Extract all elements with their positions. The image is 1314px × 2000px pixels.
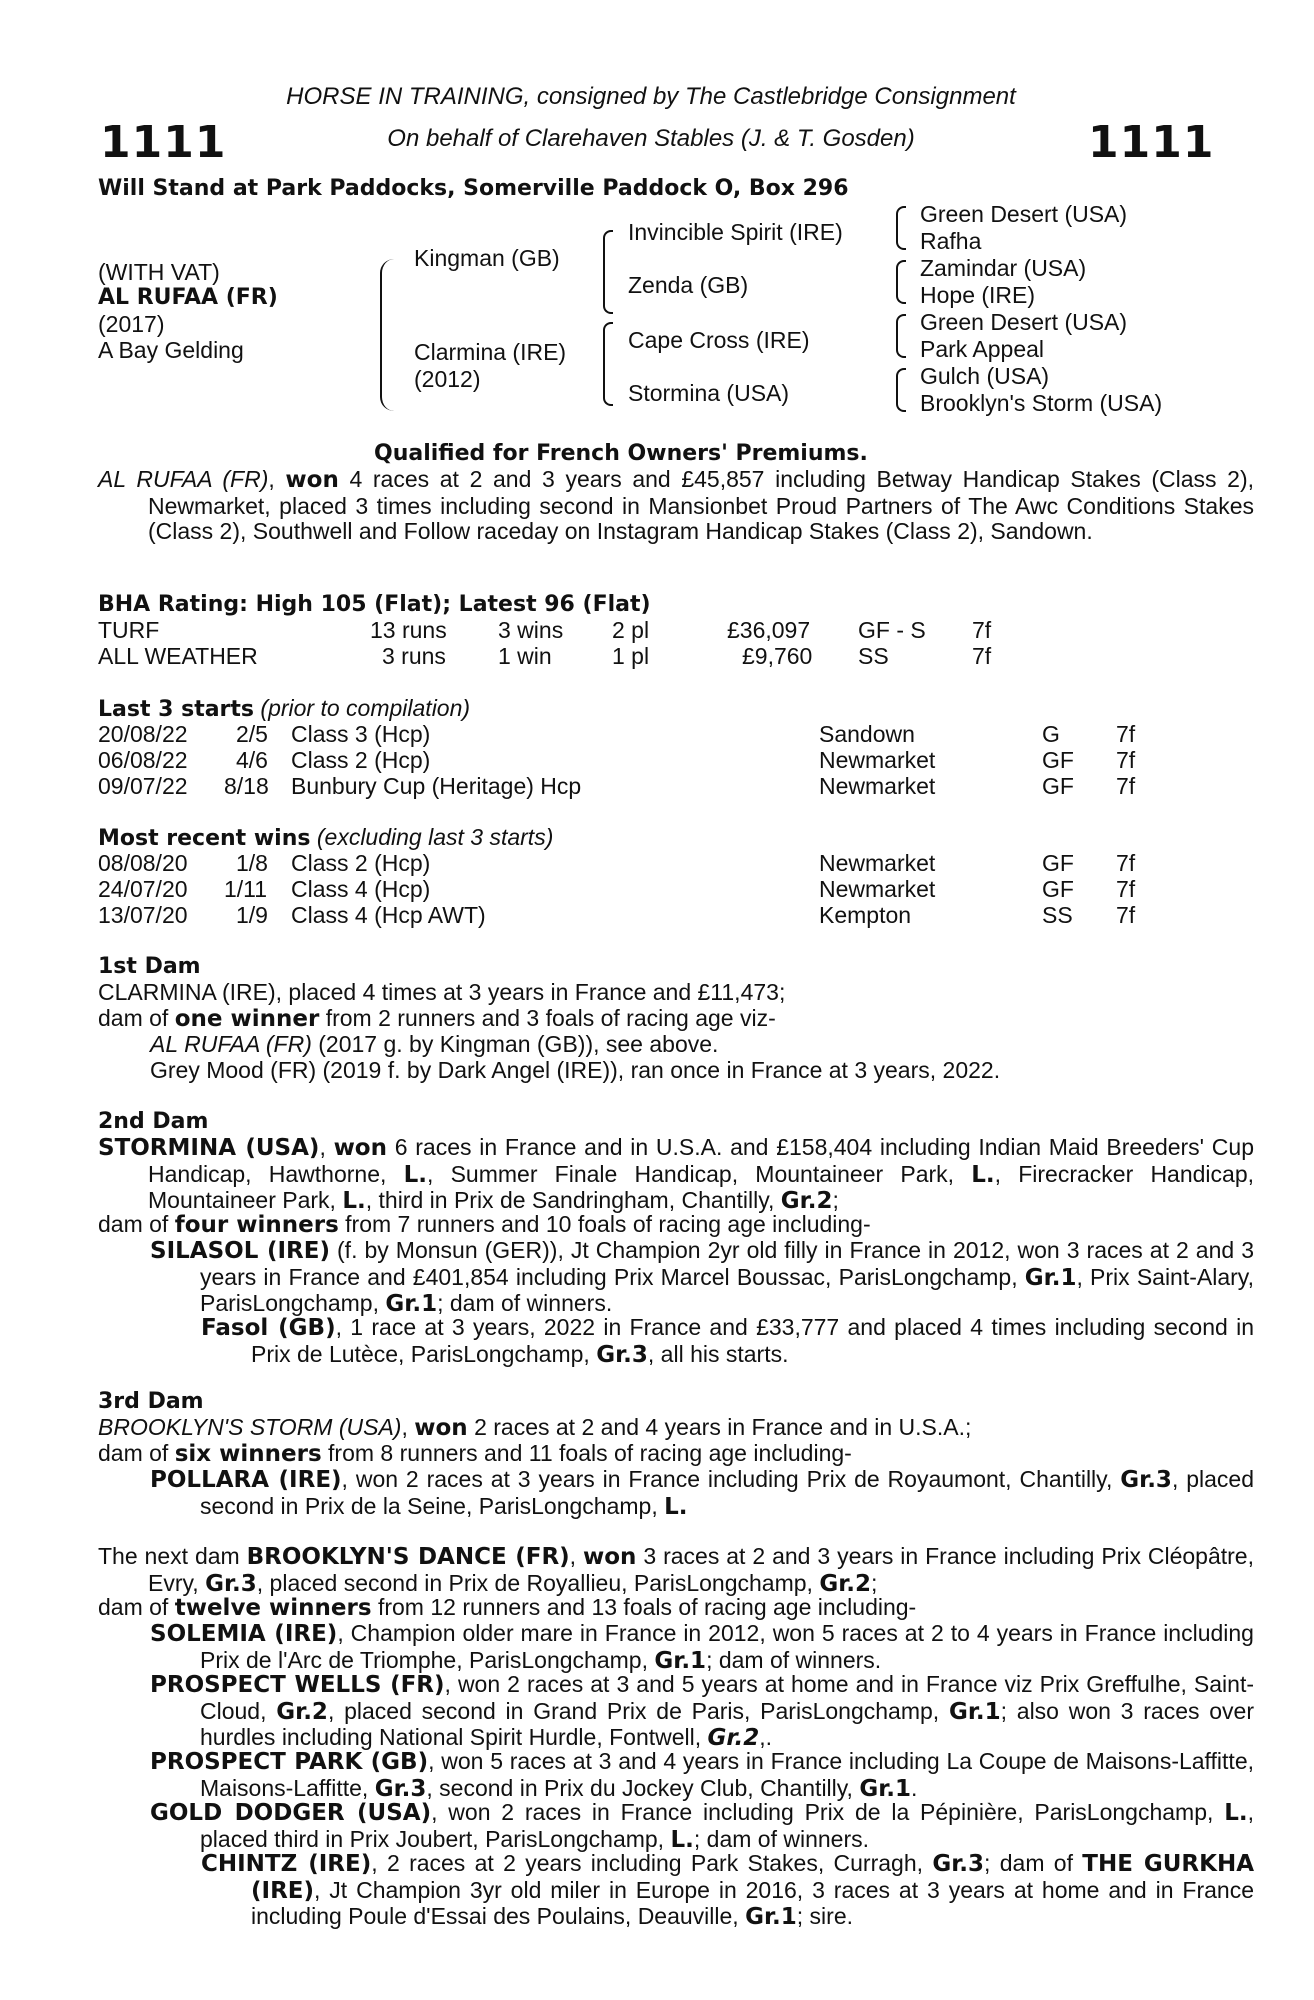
rw-going-2: GF [1042,876,1074,902]
dam2-record: STORMINA (USA), won 6 races in France and in U.S.A. and £158,404 including Indian Maid Breeders' Cup Handicap, Hawthorne, L., Summer Finale Handicap, Mountaineer Park, L., Firecracker Handicap, Mountaineer Park, L., third in Prix de Sandringham, Chantilly, Gr.2; [98,1134,1255,1214]
rw-going-1: GF [1042,850,1074,876]
ls-going-3: GF [1042,773,1074,799]
lot-number-left: 1111 [100,117,227,168]
ls-pos-2: 4/6 [236,747,268,773]
rw-going-3: SS [1042,902,1073,928]
gd-listed-2: L. [670,1826,694,1853]
next-dam-name: BROOKLYN'S DANCE (FR) [246,1544,570,1570]
dam2-damof-b: four winners [174,1212,339,1238]
next-dam-gr3: Gr.3 [205,1570,257,1597]
pw-text: , won 2 races at 3 and 5 years at home and in France viz Prix Greffulhe, Saint-Cloud, [200,1671,1254,1724]
ls-race-2: Class 2 (Hcp) [291,747,431,773]
summary-text: 4 races at 2 and 3 years and £45,857 including Betway Handicap Stakes (Class 2), Newmarket, placed 3 times including second in Mansionbet Proud Partners of The Awc Conditions Stakes (Class 2), Southwell and Follow raceday on Instagram Handicap Stakes (Class 2), Sandown. [148,466,1254,544]
rating-dist-2: 7f [972,643,992,669]
pp-text: , won 5 races at 3 and 4 years in France including La Coupe de Maisons-Laffitte, Maisons-Laffitte, [200,1748,1254,1801]
prospect-wells-name: PROSPECT WELLS (FR) [150,1672,445,1698]
rating-wins-1: 3 wins [498,617,564,643]
dam2-text4: , third in Prix de Sandringham, Chantilly, [365,1187,781,1213]
rw-course-2: Newmarket [819,876,936,902]
ped-dds: Gulch (USA) [920,363,1050,389]
next-dam-damof [98,1595,916,1622]
rating-going-1: GF - S [858,617,926,643]
silasol-text2: , Prix Saint-Alary, ParisLongchamp, [200,1263,1254,1316]
last-starts-heading [98,696,470,723]
silasol-text3: ; dam of winners. [437,1290,613,1316]
dd-brace [896,368,906,412]
chintz-text3: , Jt Champion 3yr old miler in Europe in 2016, 3 races at 3 years at home and in France including Poule d'Essai des Poulains, Deauville, [251,1876,1254,1929]
dam-name: Clarmina (IRE) [414,339,567,365]
silasol-gr1-b: Gr.1 [385,1291,438,1317]
recent-wins-subtitle: (excluding last 3 starts) [316,824,554,850]
ls-dist-3: 7f [1116,773,1136,799]
gold-dodger-name: GOLD DODGER (USA) [150,1800,432,1826]
dam3-damof [98,1441,852,1468]
chintz-gr1: Gr.1 [745,1904,797,1930]
dam2-text2: , Summer Finale Handicap, Mountaineer Park, [427,1160,972,1187]
dam3-text: 2 races at 2 and 4 years in France and in U.S.A.; [467,1414,972,1440]
silasol-gr1-a: Gr.1 [1024,1264,1077,1291]
pw-gr2-hurdle: Gr.2 [707,1725,760,1751]
ped-dsd: Park Appeal [920,336,1045,362]
ls-course-1: Sandown [819,721,915,747]
pollara-text: , won 2 races at 3 years in France including Prix de Royaumont, Chantilly, [341,1466,1121,1492]
dam1-progeny-text: (2017 g. by Kingman (GB)), see above. [311,1031,719,1057]
rw-pos-2: 1/11 [224,876,268,902]
ls-race-1: Class 3 (Hcp) [291,721,431,747]
rw-date-3: 13/07/20 [98,902,188,928]
dam1-runners: from 2 runners and 3 foals of racing age viz- [319,1005,776,1031]
fasol-name: Fasol (GB) [201,1315,336,1341]
vat-label: (WITH VAT) [98,259,220,285]
dam2-text3: , Firecracker Handicap, Mountaineer Park, [148,1160,1255,1213]
rating-runs-2: 3 runs [382,643,446,669]
ls-date-2: 06/08/22 [98,747,188,773]
dam2-damof [98,1212,871,1239]
sire-dam: Zenda (GB) [628,272,749,298]
next-dam-record: The next dam BROOKLYN'S DANCE (FR), won 3 races at 2 and 3 years in France including Prix Cléopâtre, Evry, Gr.3, placed second in Prix de Royallieu, ParisLongchamp, Gr.2; [98,1543,1254,1597]
ls-course-3: Newmarket [819,773,936,799]
dam1-winners: one winner [174,1006,320,1032]
dam2-progeny-2 [201,1315,1254,1368]
fasol-gr3: Gr.3 [596,1341,648,1368]
bha-rating: BHA Rating: High 105 (Flat); Latest 96 (Flat) [98,592,651,617]
rating-prize-1: £36,097 [727,617,811,643]
dam2-name: STORMINA (USA) [98,1135,320,1161]
ped-ddd: Brooklyn's Storm (USA) [920,390,1163,416]
sire-sire: Invincible Spirit (IRE) [628,219,843,245]
next-dam-text2: , placed second in Prix de Royallieu, ParisLongchamp, [256,1569,820,1596]
prospect-wells-entry [150,1672,1254,1752]
dam1-damof: dam of [98,1005,175,1031]
last-starts-subtitle: (prior to compilation) [260,695,471,721]
dam-dam: Stormina (USA) [628,380,790,406]
silasol-name: SILASOL (IRE) [150,1238,330,1264]
silasol-text: (f. by Monsun (GER)), Jt Champion 2yr old filly in France in 2012, won 3 races at 2 and 3 years in France and £401,854 including Prix Marcel Boussac, ParisLongchamp, [200,1237,1254,1290]
rating-going-2: SS [858,643,889,669]
ped-ssd: Rafha [920,228,982,254]
solemia-gr1: Gr.1 [654,1647,707,1674]
next-dam-damof-c: from 12 runners and 13 foals of racing age including- [371,1594,917,1620]
dam2-listed-3: L. [342,1188,366,1214]
ls-pos-1: 2/5 [236,721,268,747]
ls-date-1: 20/08/22 [98,721,188,747]
ped-dss: Green Desert (USA) [920,309,1128,335]
ped-sdd: Hope (IRE) [920,282,1036,308]
dam2-listed-2: L. [971,1161,995,1188]
horse-name: AL RUFAA (FR) [98,285,278,310]
rw-date-1: 08/08/20 [98,850,188,876]
dam3-name: BROOKLYN'S STORM (USA) [98,1414,402,1440]
pp-gr3: Gr.3 [374,1775,427,1802]
rw-date-2: 24/07/20 [98,876,188,902]
race-summary: AL RUFAA (FR), won 4 races at 2 and 3 years and £45,857 including Betway Handicap Stakes (Class 2), Newmarket, placed 3 times including second in Mansionbet Proud Partners of The Awc Conditions Stakes (Class 2), Southwell and Follow raceday on Instagram Handicap Stakes (Class 2), Sandown. [98,466,1254,544]
prospect-park-entry: PROSPECT PARK (GB), won 5 races at 3 and 4 years in France including La Coupe de Maisons-Laffitte, Maisons-Laffitte, Gr.3, second in Prix du Jockey Club, Chantilly, Gr.1. [150,1748,1254,1802]
rw-race-2: Class 4 (Hcp) [291,876,431,902]
ls-pos-3: 8/18 [224,773,269,799]
rw-race-3: Class 4 (Hcp AWT) [291,902,486,928]
gd-text: , won 2 races in France including Prix de la Pépinière, ParisLongchamp, [431,1799,1225,1825]
next-dam-gr2: Gr.2 [819,1570,871,1597]
rw-course-3: Kempton [819,902,912,928]
ss-brace [896,206,906,250]
pp-text2: , second in Prix du Jockey Club, Chantilly, [426,1774,860,1801]
premium-note: Qualified for French Owners' Premiums. [374,441,868,466]
dam3-record: BROOKLYN'S STORM (USA), won 2 races at 2 and 4 years in France and in U.S.A.; [98,1414,972,1441]
stand-line: Will Stand at Park Paddocks, Somerville Paddock O, Box 296 [98,176,849,201]
rating-pl-1: 2 pl [612,617,650,643]
ls-going-1: G [1042,721,1060,747]
solemia-text2: ; dam of winners. [706,1646,882,1673]
rw-pos-1: 1/8 [236,850,268,876]
dam1-line1: CLARMINA (IRE), placed 4 times at 3 years in France and £11,473; [98,979,786,1005]
dam-brace [603,322,613,406]
next-dam-won: won [583,1544,637,1570]
dam1-progeny-name: AL RUFAA (FR) [150,1031,312,1057]
horse-desc: A Bay Gelding [98,337,244,363]
next-dam-text: 3 races at 2 and 3 years in France including Prix Cléopâtre, Evry, [148,1543,1254,1596]
consignor-line: HORSE IN TRAINING, consigned by The Castlebridge Consignment [286,83,1016,110]
dam2-progeny-1 [150,1238,1254,1318]
recent-wins-heading [98,825,553,852]
last-starts-title: Last 3 starts [98,697,255,722]
solemia-entry [150,1621,1254,1674]
dam2-title: 2nd Dam [98,1109,209,1134]
rating-runs-1: 13 runs [370,617,447,643]
fasol-text2: , all his starts. [647,1340,789,1367]
dam3-progeny-1 [150,1467,1254,1520]
dam2-text: 6 races in France and in U.S.A. and £158,404 including Indian Maid Breeders' Cup Handicap, Hawthorne, [148,1134,1254,1187]
sire-brace [603,230,613,314]
dam2-damof-a: dam of [98,1211,175,1237]
dam3-damof-a: dam of [98,1440,175,1466]
ls-course-2: Newmarket [819,747,936,773]
rating-surface-2: ALL WEATHER [98,643,258,669]
dam2-gr2: Gr.2 [780,1188,833,1214]
rating-pl-2: 1 pl [612,643,650,669]
dam-year: (2012) [414,366,481,392]
behalf-line: On behalf of Clarehaven Stables (J. & T. Gosden) [387,125,915,152]
dam1-line2 [98,1006,776,1033]
pollara-name: POLLARA (IRE) [150,1467,342,1493]
dam3-damof-c: from 8 runners and 11 foals of racing age including- [321,1440,852,1466]
solemia-name: SOLEMIA (IRE) [150,1621,338,1647]
pollara-listed: L. [664,1493,688,1520]
dam1-line3 [150,1032,718,1058]
gd-listed-1: L. [1224,1800,1248,1826]
chintz-text2: ; dam of [984,1850,1083,1876]
rating-prize-2: £9,760 [742,643,813,669]
gold-dodger-entry [150,1800,1254,1853]
pw-text2: , placed second in Grand Prix de Paris, ParisLongchamp, [327,1697,949,1724]
sire-name: Kingman (GB) [414,245,560,271]
ls-date-3: 09/07/22 [98,773,188,799]
rw-pos-3: 1/9 [236,902,268,928]
lot-number-right: 1111 [1088,117,1215,168]
rw-race-1: Class 2 (Hcp) [291,850,431,876]
ls-dist-2: 7f [1116,747,1136,773]
rw-dist-2: 7f [1116,876,1136,902]
chintz-text: , 2 races at 2 years including Park Stakes, Curragh, [371,1850,933,1876]
dam3-title: 3rd Dam [98,1389,204,1414]
dam2-listed-1: L. [403,1161,427,1188]
pedigree-brace [380,259,394,411]
dam1-title: 1st Dam [98,954,201,979]
prospect-park-name: PROSPECT PARK (GB) [150,1749,429,1775]
dam2-won: won [333,1135,387,1161]
rw-dist-3: 7f [1116,902,1136,928]
ls-dist-1: 7f [1116,721,1136,747]
dam2-damof-c: from 7 runners and 10 foals of racing age including- [338,1211,871,1237]
next-dam-intro: The next dam [98,1543,247,1569]
rating-wins-2: 1 win [498,643,552,669]
dam3-won: won [414,1415,468,1441]
sd-brace [896,260,906,304]
rating-surface-1: TURF [98,617,160,643]
rating-dist-1: 7f [972,617,992,643]
ls-race-3: Bunbury Cup (Heritage) Hcp [291,773,582,799]
dam1-line4: Grey Mood (FR) (2019 f. by Dark Angel (IRE)), ran once in France at 3 years, 2022. [150,1057,1001,1083]
chintz-name: CHINTZ (IRE) [201,1851,372,1877]
ds-brace [896,314,906,358]
pw-gr2: Gr.2 [276,1698,328,1725]
pp-gr1: Gr.1 [859,1775,912,1802]
gd-text3: ; dam of winners. [693,1825,870,1852]
dam3-damof-b: six winners [174,1441,322,1467]
recent-wins-title: Most recent wins [98,826,311,851]
solemia-text: , Champion older mare in France in 2012, won 5 races at 2 to 4 years in France including Prix de l'Arc de Triomphe, ParisLongchamp, [200,1620,1254,1673]
chintz-text4: ; sire. [796,1903,853,1929]
chintz-entry [201,1851,1254,1931]
the-gurkha-name: THE GURKHA (IRE) [251,1851,1255,1904]
horse-year: (2017) [98,311,165,337]
next-dam-damof-a: dam of [98,1594,175,1620]
rw-course-1: Newmarket [819,850,936,876]
summary-won: won [285,467,339,493]
ls-going-2: GF [1042,747,1074,773]
gd-text2: , placed third in Prix Joubert, ParisLongchamp, [200,1799,1254,1852]
rw-dist-1: 7f [1116,850,1136,876]
ped-sds: Zamindar (USA) [920,255,1087,281]
ped-sss: Green Desert (USA) [920,201,1128,227]
pw-text3: ; also won 3 races over hurdles including National Spirit Hurdle, Fontwell, [200,1697,1254,1750]
next-dam-damof-b: twelve winners [174,1595,372,1621]
pollara-gr3: Gr.3 [1120,1467,1172,1493]
fasol-text: , 1 race at 3 years, 2022 in France and £33,777 and placed 4 times including second in Prix de Lutèce, ParisLongchamp, [251,1314,1254,1367]
chintz-gr3: Gr.3 [932,1851,985,1877]
pollara-text2: , placed second in Prix de la Seine, ParisLongchamp, [200,1466,1254,1519]
pw-gr1: Gr.1 [948,1698,1001,1725]
summary-horse-name: AL RUFAA (FR) [98,466,269,492]
dam-sire: Cape Cross (IRE) [628,327,810,353]
pw-text4: ,. [759,1724,772,1750]
